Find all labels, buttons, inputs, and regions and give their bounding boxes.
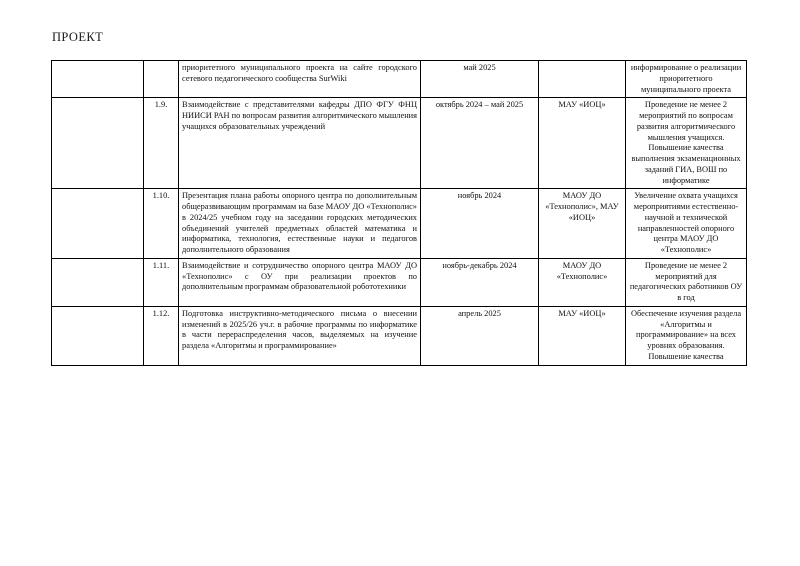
cell-result xyxy=(626,61,747,98)
table-row xyxy=(52,189,747,259)
cell-carryover xyxy=(52,189,144,259)
cell-number xyxy=(144,98,179,189)
cell-activity xyxy=(179,189,421,259)
cell-result xyxy=(626,98,747,189)
cell-activity xyxy=(179,306,421,365)
cell-organization xyxy=(539,189,626,259)
cell-organization-text: МАУ «ИОЦ» xyxy=(558,100,606,110)
cell-number-text: 1.11. xyxy=(152,260,170,270)
cell-term xyxy=(421,258,539,306)
cell-carryover xyxy=(52,258,144,306)
cell-activity xyxy=(179,98,421,189)
cell-result xyxy=(626,258,747,306)
cell-carryover xyxy=(52,306,144,365)
cell-activity-text: Подготовка инструктивно-методического письма о внесении изменений в 2025/26 уч.г. в рабочие программы по информатике в части перераспределения часов, выделяемых на изучение раздела «Алгоритмы и программирование» xyxy=(182,308,417,350)
cell-result-text: Увеличение охвата учащихся мероприятиями естественно-научной и технической направленностей опорного центра МАОУ ДО «Технополис» xyxy=(633,191,739,254)
cell-activity xyxy=(179,61,421,98)
plan-table-body xyxy=(52,61,747,366)
cell-number xyxy=(144,189,179,259)
cell-term-text: ноябрь-декабрь 2024 xyxy=(442,260,517,270)
document-stamp: ПРОЕКТ xyxy=(52,30,104,44)
table-row xyxy=(52,306,747,365)
cell-number xyxy=(144,258,179,306)
cell-term-text: октябрь 2024 – май 2025 xyxy=(435,100,524,110)
cell-number-text: 1.9. xyxy=(154,100,168,110)
cell-organization-text: МАУ «ИОЦ» xyxy=(558,308,606,318)
cell-number xyxy=(144,306,179,365)
cell-organization xyxy=(539,306,626,365)
cell-activity-text: приоритетного муниципального проекта на сайте городского сетевого педагогического сообщества SurWiki xyxy=(182,63,417,83)
cell-result-text: Проведение не менее 2 мероприятий для педагогических работников ОУ в год xyxy=(629,260,743,302)
cell-organization-text: МАОУ ДО «Технополис» xyxy=(556,260,608,281)
cell-number xyxy=(144,61,179,98)
cell-organization xyxy=(539,61,626,98)
cell-term xyxy=(421,306,539,365)
cell-number-text: 1.12. xyxy=(152,308,170,318)
cell-number-text: 1.10. xyxy=(152,191,170,201)
cell-activity xyxy=(179,258,421,306)
cell-result-text: Обеспечение изучения раздела «Алгоритмы и программирование» на всех уровнях образования. Повышение качества xyxy=(630,308,742,361)
cell-term xyxy=(421,189,539,259)
cell-term xyxy=(421,98,539,189)
cell-term-text: май 2025 xyxy=(463,63,496,72)
cell-carryover xyxy=(52,61,144,98)
plan-table-container xyxy=(51,60,746,366)
cell-activity-text: Взаимодействие и сотрудничество опорного центра МАОУ ДО «Технополис» с ОУ при реализации проектов по дополнительным программам образовательной робототехники xyxy=(182,260,417,292)
cell-activity-text: Презентация плана работы опорного центра по дополнительным общеразвивающим программам на базе МАОУ ДО «Технополис» в 2024/25 учебном году на заседании городских методических объединений учителей предметных областей математика и информатика, технология, естественные науки и педагогов дополнительного образования xyxy=(182,191,417,254)
table-row xyxy=(52,98,747,189)
cell-organization xyxy=(539,98,626,189)
cell-result xyxy=(626,189,747,259)
cell-term xyxy=(421,61,539,98)
cell-organization xyxy=(539,258,626,306)
cell-result xyxy=(626,306,747,365)
cell-organization-text: МАОУ ДО «Технополис», МАУ «ИОЦ» xyxy=(545,191,619,222)
plan-table xyxy=(51,60,747,366)
table-row xyxy=(52,61,747,98)
cell-activity-text: Взаимодействие с представителями кафедры ДПО ФГУ ФНЦ НИИСИ РАН по вопросам развития алгоритмического мышления учащихся образовательных учреждений xyxy=(182,100,418,131)
table-row xyxy=(52,258,747,306)
cell-result-text: Проведение не менее 2 мероприятий по вопросам развития алгоритмического мышления учащихся. Повышение качества выполнения экзаменационных заданий ГИА, ВОШ по информатике xyxy=(631,100,741,185)
cell-term-text: апрель 2025 xyxy=(458,308,501,318)
cell-term-text: ноябрь 2024 xyxy=(457,191,502,201)
cell-carryover xyxy=(52,98,144,189)
cell-result-text: информирование о реализации приоритетного муниципального проекта xyxy=(630,63,742,94)
